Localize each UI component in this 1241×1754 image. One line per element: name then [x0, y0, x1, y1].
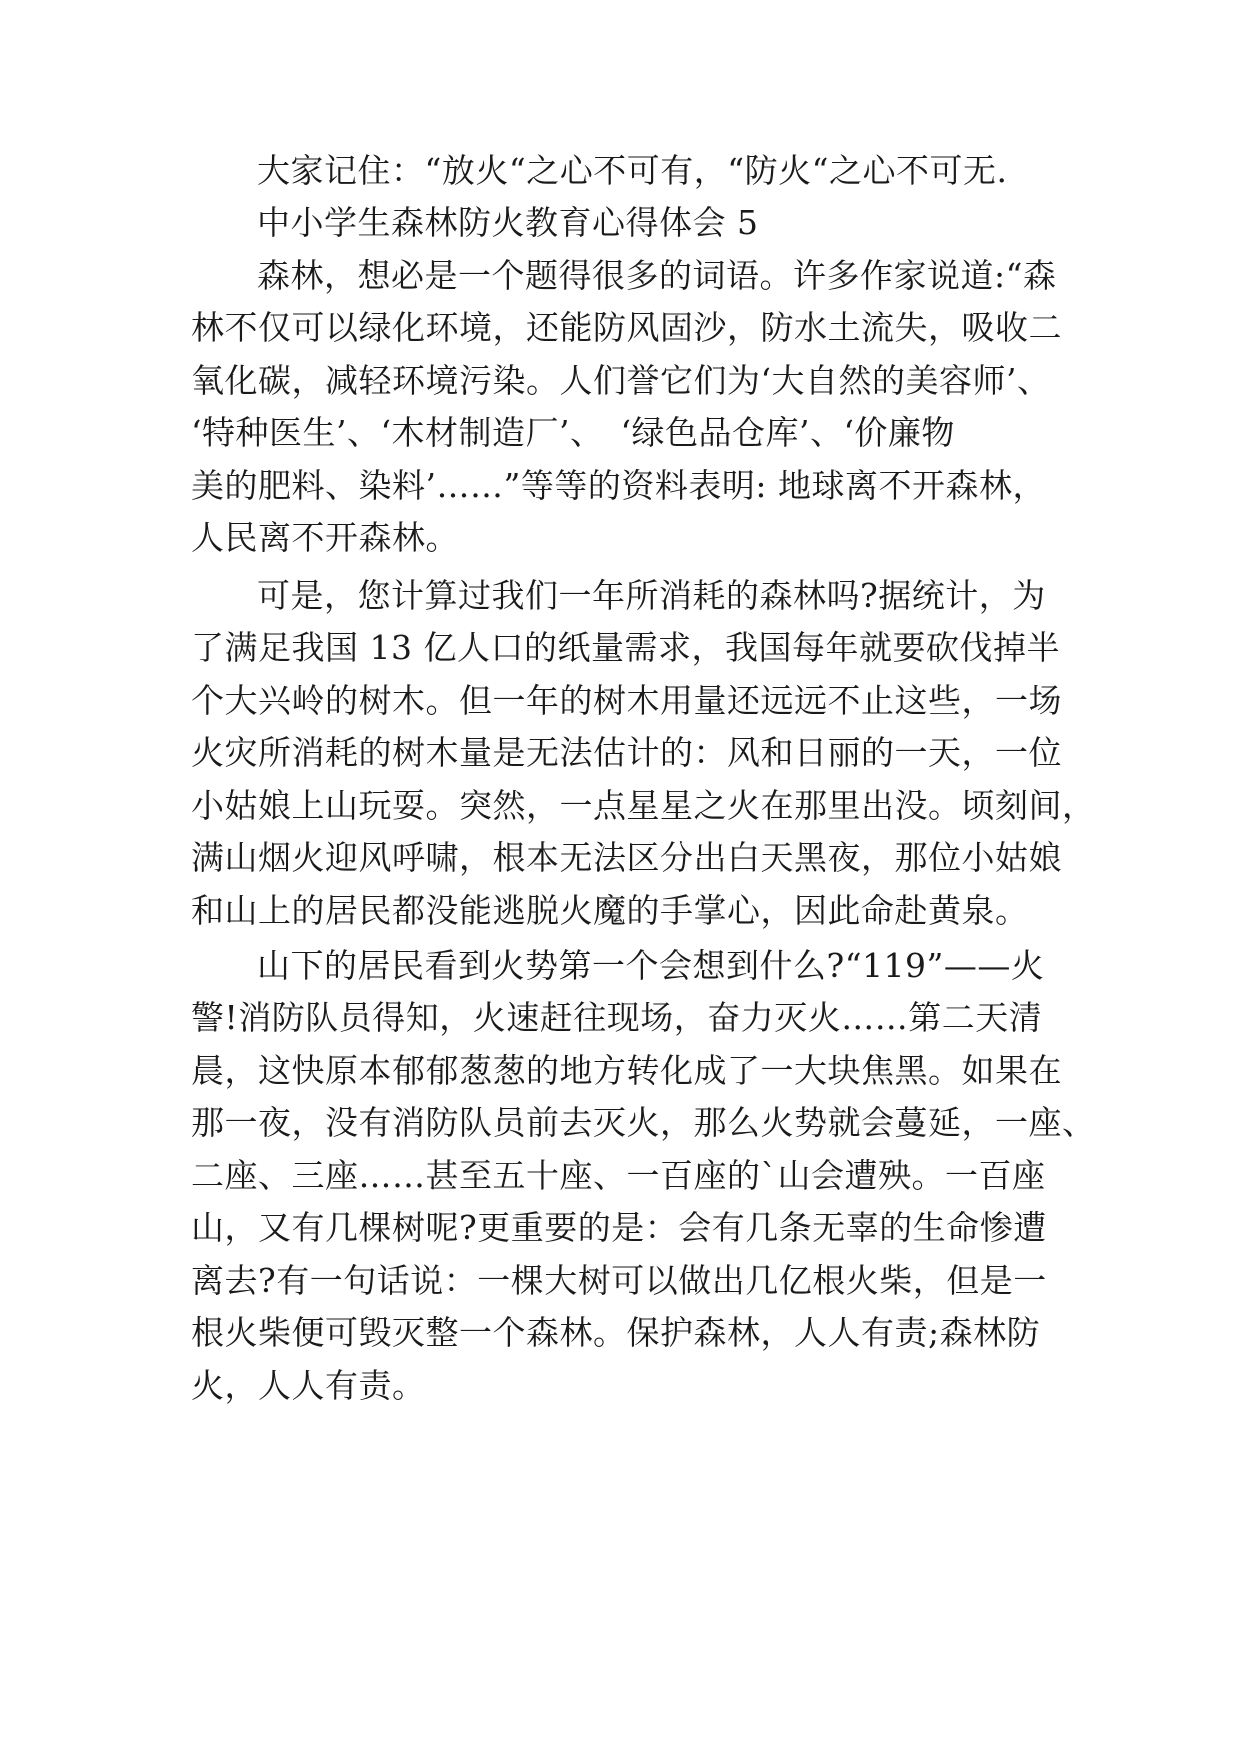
text-line: 和山上的居民都没能逃脱火魔的手掌心，因此命赴黄泉。 — [191, 891, 1029, 930]
text-line: 根火柴便可毁灭整一个森林。保护森林，人人有责;森林防 — [191, 1313, 1041, 1352]
paragraph-first-line: 森林，想必是一个题得很多的词语。许多作家说道:“森 — [257, 256, 1057, 295]
paragraph-first-line: 可是，您计算过我们一年所消耗的森林吗?据统计，为 — [257, 576, 1046, 615]
text-line: 个大兴岭的树木。但一年的树木用量还远远不止这些，一场 — [191, 681, 1062, 720]
text-line: 那一夜，没有消防队员前去灭火，那么火势就会蔓延，一座、 — [191, 1103, 1096, 1142]
section-title: 中小学生森林防火教育心得体会 5 — [257, 203, 759, 242]
text-line: 小姑娘上山玩耍。突然，一点星星之火在那里出没。顷刻间， — [191, 786, 1096, 825]
text-line: 美的肥料、染料’……”等等的资料表明: 地球离不开森林， — [191, 466, 1046, 505]
text-line: 大家记住：“放火“之心不可有，“防火“之心不可无. — [257, 151, 1008, 190]
text-line: 火，人人有责。 — [191, 1366, 426, 1405]
text-line: 了满足我国 13 亿人口的纸量需求，我国每年就要砍伐掉半 — [191, 628, 1060, 667]
text-line: 山，又有几棵树呢?更重要的是：会有几条无辜的生命惨遭 — [191, 1208, 1047, 1247]
text-line: 离去?有一句话说：一棵大树可以做出几亿根火柴，但是一 — [191, 1261, 1047, 1300]
text-line: 晨，这快原本郁郁葱葱的地方转化成了一大块焦黑。如果在 — [191, 1051, 1062, 1090]
text-line: 氧化碳，减轻环境污染。人们誉它们为‘大自然的美容师’、 — [191, 361, 1051, 400]
text-line: 林不仅可以绿化环境，还能防风固沙，防水土流失，吸收二 — [191, 308, 1062, 347]
text-line: ‘特种医生’、‘木材制造厂’、 ‘绿色品仓库’、‘价廉物 — [191, 413, 955, 452]
text-line: 警!消防队员得知，火速赶往现场，奋力灭火……第二天清 — [191, 998, 1043, 1037]
text-line: 二座、三座……甚至五十座、一百座的`山会遭殃。一百座 — [191, 1156, 1046, 1195]
text-line: 火灾所消耗的树木量是无法估计的：风和日丽的一天，一位 — [191, 733, 1062, 772]
paragraph-first-line: 山下的居民看到火势第一个会想到什么?“119”——火 — [257, 946, 1045, 985]
text-line: 满山烟火迎风呼啸，根本无法区分出白天黑夜，那位小姑娘 — [191, 838, 1062, 877]
text-line: 人民离不开森林。 — [191, 518, 459, 557]
